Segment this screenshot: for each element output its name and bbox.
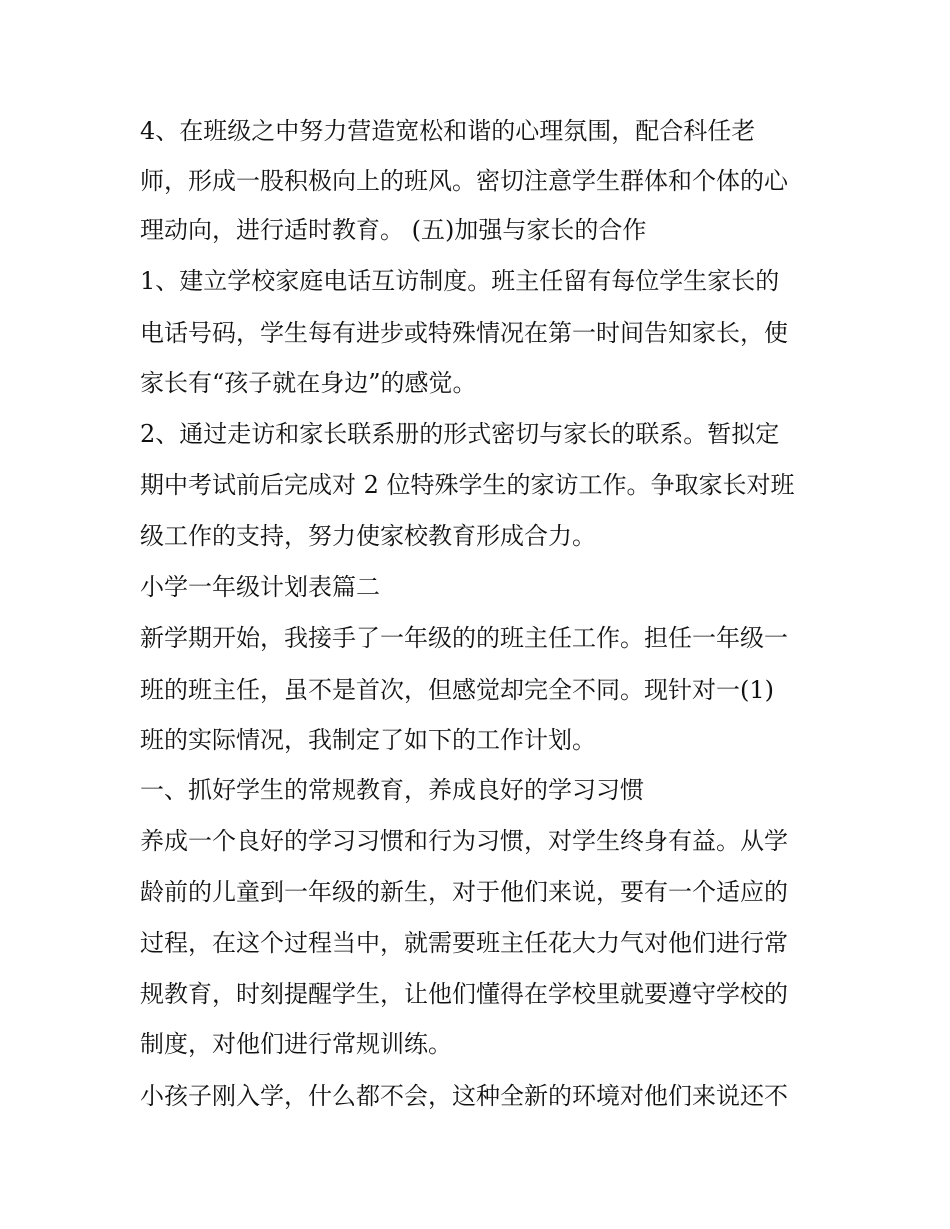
- text-line: 过程，在这个过程当中，就需要班主任花大力气对他们进行常: [140, 929, 788, 957]
- text-line: 新学期开始，我接手了一年级的的班主任工作。担任一年级一: [140, 624, 788, 652]
- text-line: 制度，对他们进行常规训练。: [140, 1030, 452, 1058]
- text-line: 理动向，进行适时教育。 (五)加强与家长的合作: [140, 216, 647, 244]
- text-line: 师，形成一股积极向上的班风。密切注意学生群体和个体的心: [140, 167, 788, 195]
- text-line: 期中考试前后完成对 2 位特殊学生的家访工作。争取家长对班: [140, 471, 795, 499]
- text-line: 班的班主任，虽不是首次，但感觉却完全不同。现针对一(1): [140, 676, 774, 704]
- text-line: 小孩子刚入学，什么都不会，这种全新的环境对他们来说还不: [140, 1082, 788, 1110]
- text-line: 家长有“孩子就在身边”的感觉。: [140, 369, 477, 397]
- text-line: 2、通过走访和家长联系册的形式密切与家长的联系。暂拟定: [140, 420, 780, 448]
- text-line: 1、建立学校家庭电话互访制度。班主任留有每位学生家长的: [140, 267, 780, 295]
- text-line: 级工作的支持，努力使家校教育形成合力。: [140, 522, 596, 550]
- text-line: 班的实际情况，我制定了如下的工作计划。: [140, 726, 596, 754]
- text-line: 规教育，时刻提醒学生，让他们懂得在学校里就要遵守学校的: [140, 980, 788, 1008]
- section-heading: 一、抓好学生的常规教育，养成良好的学习习惯: [140, 776, 644, 804]
- text-line: 4、在班级之中努力营造宽松和谐的心理氛围，配合科任老: [140, 117, 756, 145]
- text-line: 养成一个良好的学习习惯和行为习惯，对学生终身有益。从学: [140, 827, 788, 855]
- text-line: 龄前的儿童到一年级的新生，对于他们来说，要有一个适应的: [140, 878, 788, 906]
- text-line: 电话号码，学生每有进步或特殊情况在第一时间告知家长，使: [140, 319, 788, 347]
- section-heading: 小学一年级计划表篇二: [140, 573, 380, 601]
